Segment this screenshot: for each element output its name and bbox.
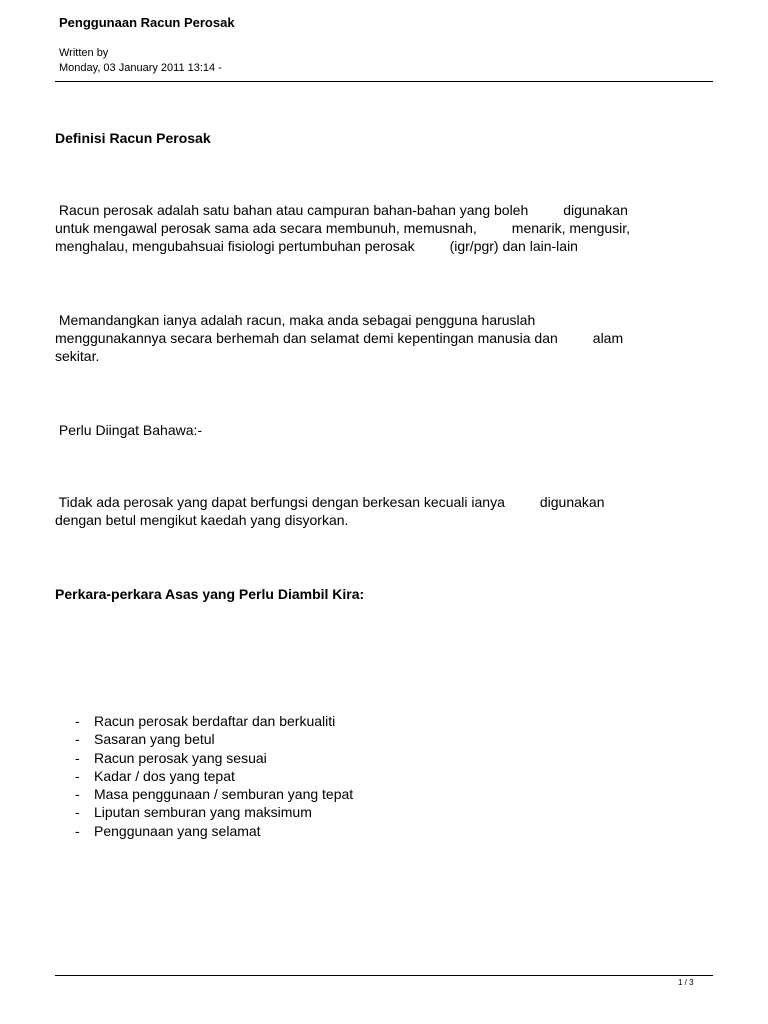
list-item xyxy=(55,785,353,803)
list-item xyxy=(55,803,353,821)
date-line: Monday, 03 January 2011 13:14 - xyxy=(59,62,222,74)
list-item-text: Penggunaan yang selamat xyxy=(94,822,261,839)
list-item-text: Liputan semburan yang maksimum xyxy=(94,804,312,821)
header-divider xyxy=(55,81,713,82)
effectiveness-line: Tidak ada perosak yang dapat berfungsi dengan berkesan kecuali ianya digunakan xyxy=(55,494,605,510)
list-dash: - xyxy=(75,749,80,766)
list-item-text: Racun perosak berdaftar dan berkualiti xyxy=(94,713,336,729)
list-item xyxy=(55,749,353,767)
list-dash: - xyxy=(75,804,80,821)
list-dash: - xyxy=(75,822,80,839)
list-item xyxy=(55,767,353,785)
definition-line: untuk mengawal perosak sama ada secara membunuh, memusnah, menarik, mengusir, xyxy=(55,220,631,236)
definition-paragraph xyxy=(55,201,705,255)
author-line: Written by xyxy=(59,47,109,59)
list-item xyxy=(55,712,353,730)
list-dash: - xyxy=(75,786,80,803)
caution-line: menggunakannya secara berhemah dan selamat demi kepentingan manusia dan alam xyxy=(55,330,624,346)
list-dash: - xyxy=(75,713,80,729)
caution-paragraph xyxy=(55,311,705,365)
list-item-text: Sasaran yang betul xyxy=(94,731,215,748)
definition-line: menghalau, mengubahsuai fisiologi pertumbuhan perosak (igr/pgr) dan lain-lain xyxy=(55,238,578,254)
footer-divider xyxy=(55,975,713,976)
list-item xyxy=(55,822,353,840)
page-number: 1 / 3 xyxy=(678,978,694,987)
list-item xyxy=(55,730,353,748)
article-meta xyxy=(59,46,222,76)
page-title: Penggunaan Racun Perosak xyxy=(59,15,235,30)
remember-line: Perlu Diingat Bahawa:- xyxy=(55,422,203,438)
effectiveness-paragraph xyxy=(55,493,705,529)
basics-list xyxy=(55,712,353,840)
definition-heading: Definisi Racun Perosak xyxy=(55,130,211,146)
list-item-text: Kadar / dos yang tepat xyxy=(94,767,235,784)
remember-paragraph xyxy=(55,421,705,439)
caution-line: sekitar. xyxy=(55,348,100,364)
effectiveness-line: dengan betul mengikut kaedah yang disyorkan. xyxy=(55,512,349,528)
list-dash: - xyxy=(75,731,80,748)
basics-heading: Perkara-perkara Asas yang Perlu Diambil Kira: xyxy=(55,586,365,602)
definition-line: Racun perosak adalah satu bahan atau campuran bahan-bahan yang boleh digunakan xyxy=(55,202,628,218)
list-dash: - xyxy=(75,767,80,784)
caution-line: Memandangkan ianya adalah racun, maka anda sebagai pengguna haruslah xyxy=(55,312,536,328)
list-item-text: Masa penggunaan / semburan yang tepat xyxy=(94,786,354,803)
list-item-text: Racun perosak yang sesuai xyxy=(94,749,267,766)
